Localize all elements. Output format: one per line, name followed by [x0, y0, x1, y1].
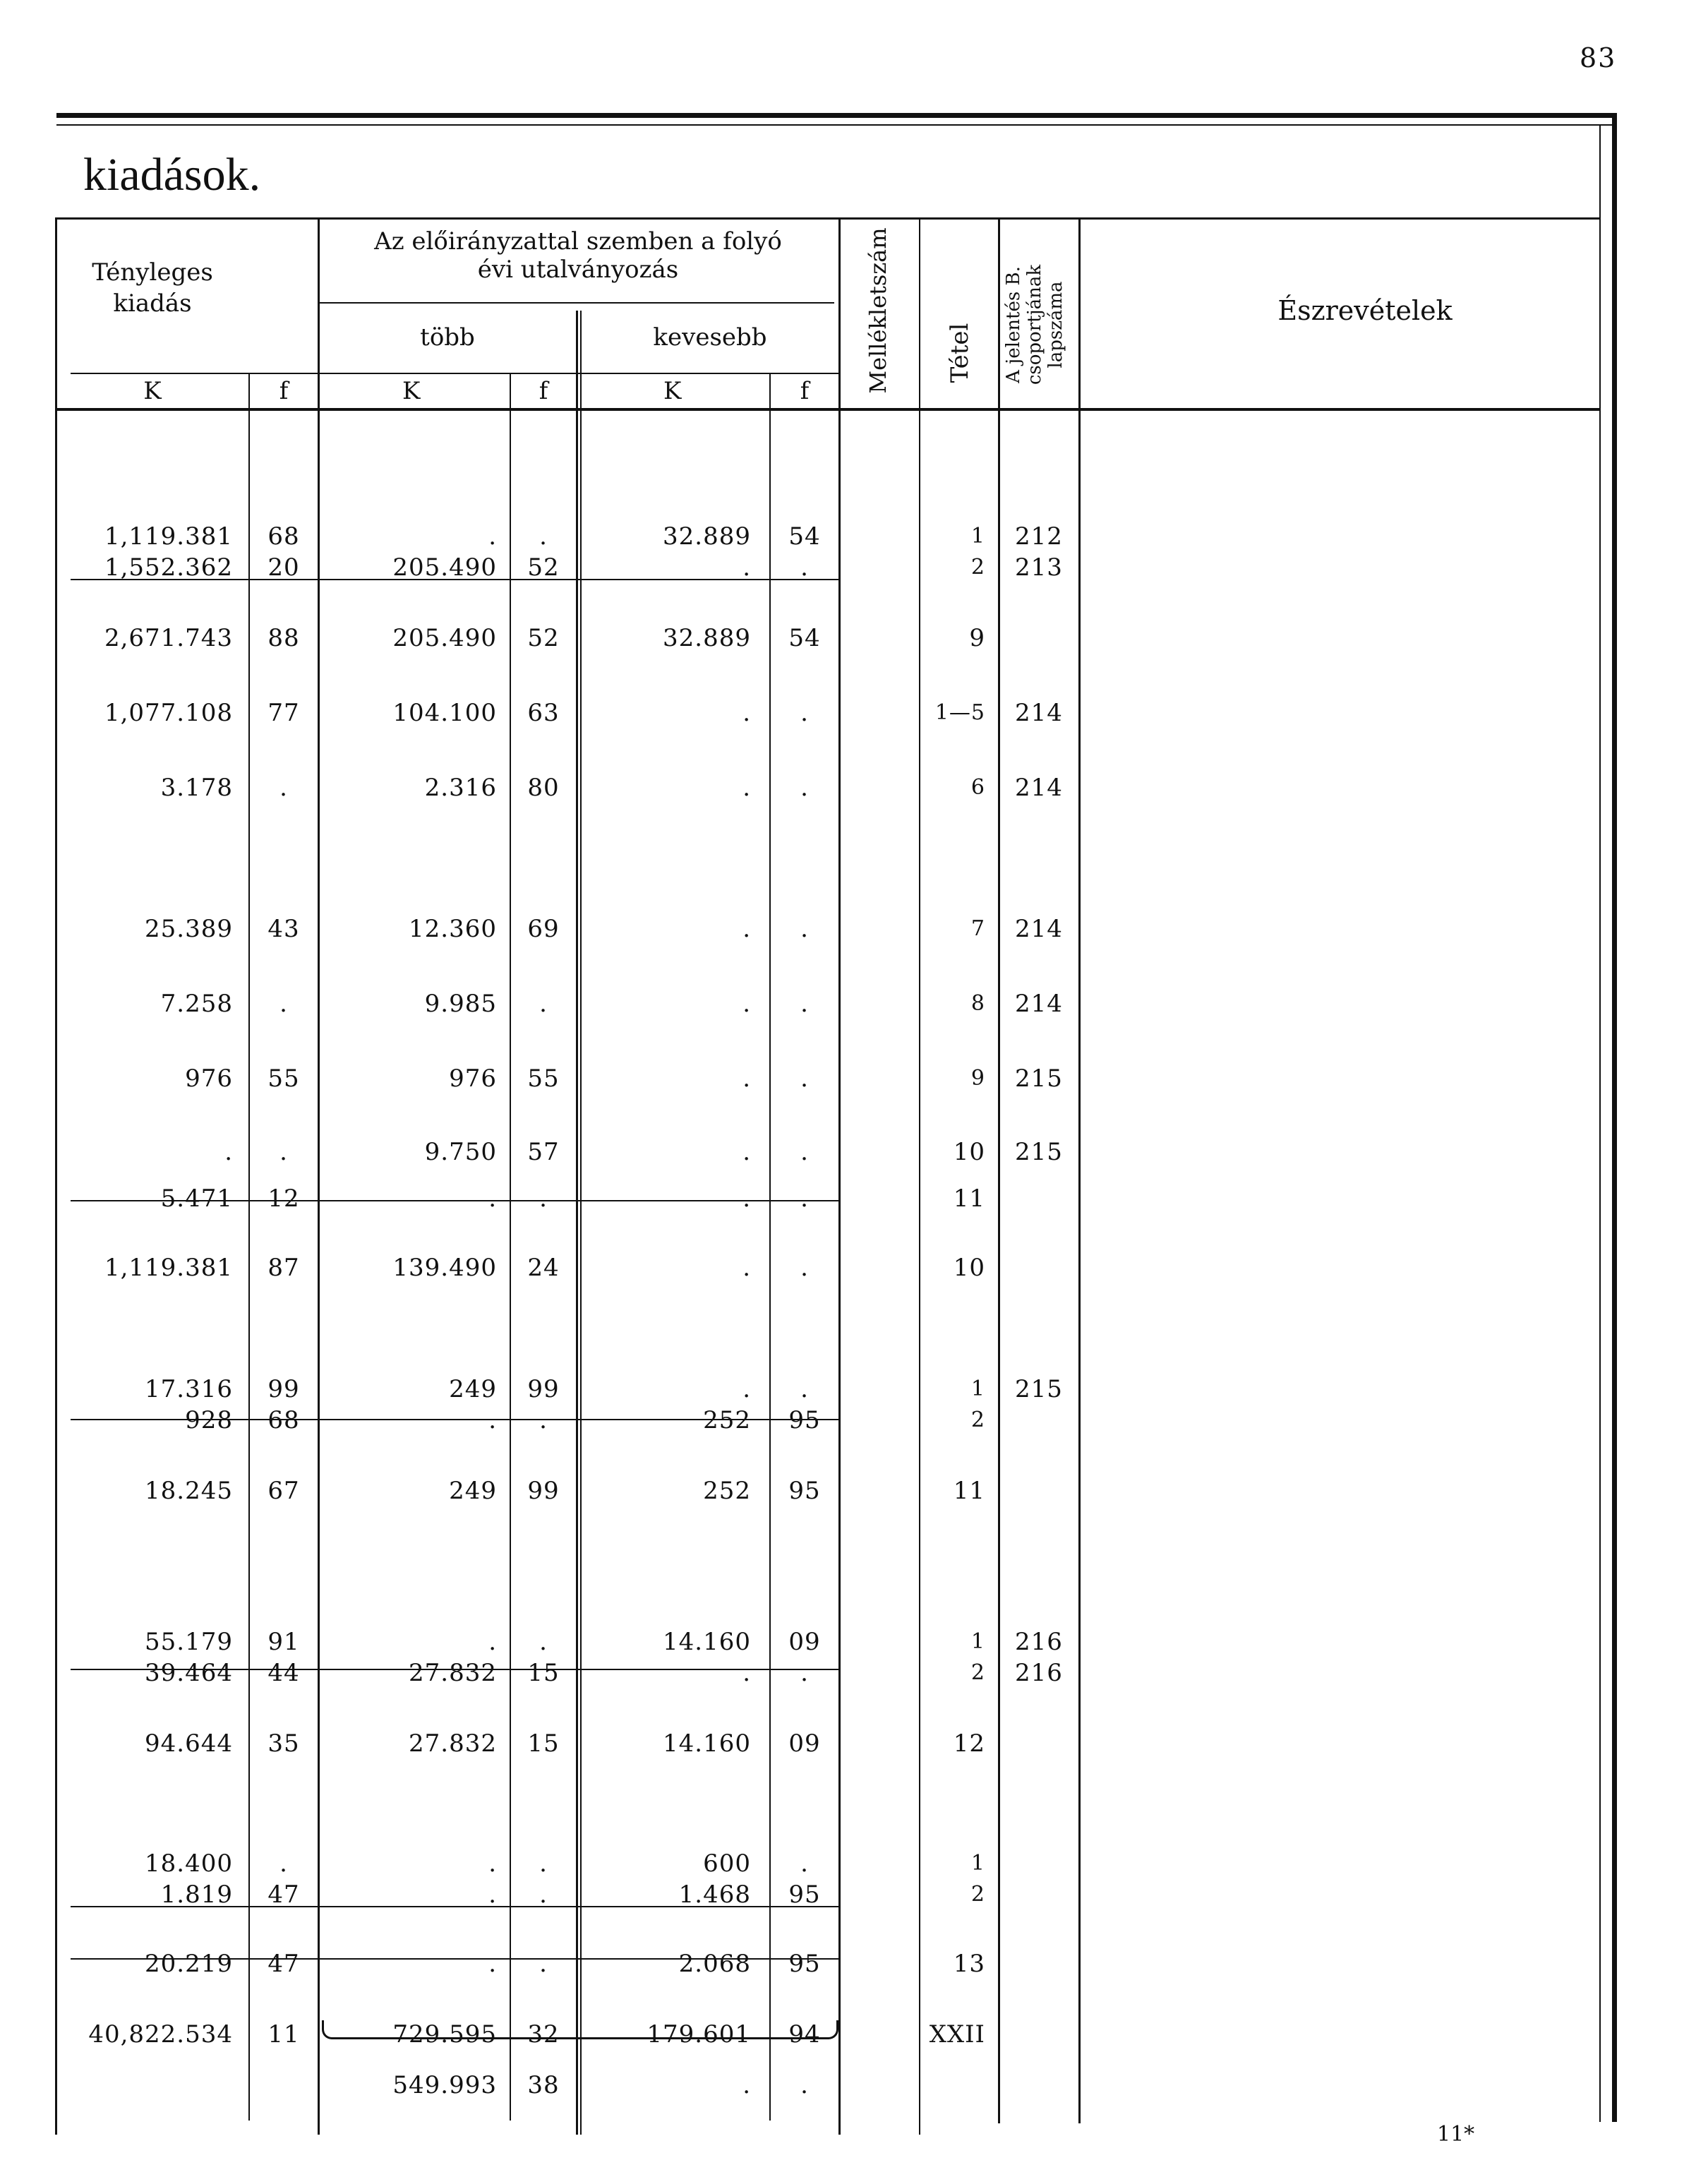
cell-tk: .: [224, 1138, 233, 1166]
cell-tetel: 11: [953, 1477, 985, 1505]
cell-mf: 80: [527, 774, 560, 802]
cell-tk: 976: [185, 1064, 233, 1093]
cell-kf: .: [800, 2071, 809, 2099]
cell-tetel: 2: [970, 1408, 985, 1432]
header-kevesebb: kevesebb: [653, 323, 767, 352]
cell-tetel: 9: [970, 1066, 985, 1091]
cell-mf: 52: [527, 553, 560, 582]
col-kevesebb-line2: [580, 311, 582, 2135]
cell-kk: .: [742, 990, 751, 1018]
unit-k-2: K: [402, 377, 421, 405]
col-kf-line: [769, 373, 771, 2121]
col-tobb-line: [318, 217, 320, 2135]
cell-tf: 44: [267, 1659, 300, 1687]
top-rule: [56, 113, 1613, 118]
cell-kk: .: [742, 2071, 751, 2099]
cell-kk: .: [742, 774, 751, 802]
cell-lap: 215: [1015, 1064, 1063, 1093]
cell-tetel: 1: [970, 1851, 985, 1876]
cell-kf: 09: [788, 1628, 821, 1656]
cell-tk: 928: [185, 1406, 233, 1434]
cell-mk: 205.490: [392, 624, 497, 652]
cell-mk: 976: [449, 1064, 497, 1093]
cell-lap: 213: [1015, 553, 1063, 582]
cell-mf: 99: [527, 1477, 560, 1505]
cell-kf: .: [800, 1185, 809, 1213]
cell-kf: 95: [788, 1881, 821, 1909]
cell-kf: .: [800, 1659, 809, 1687]
cell-kk: 1.468: [678, 1881, 751, 1909]
cell-lap: 215: [1015, 1375, 1063, 1403]
cell-tf: .: [279, 990, 288, 1018]
cell-mk: 9.985: [424, 990, 497, 1018]
unit-rule: [71, 373, 840, 374]
col-tf-line: [248, 373, 250, 2121]
cell-mk: 27.832: [409, 1729, 497, 1758]
cell-kk: .: [742, 1138, 751, 1166]
cell-mf: 24: [527, 1254, 560, 1282]
cell-tk: 1,552.362: [104, 553, 233, 582]
cell-tk: 39.464: [145, 1659, 233, 1687]
cell-tf: 99: [267, 1375, 300, 1403]
cell-tetel: XXII: [929, 2020, 985, 2049]
signature-mark: 11*: [1437, 2122, 1475, 2147]
cell-lap: 214: [1015, 774, 1063, 802]
cell-tetel: 7: [970, 916, 985, 941]
cell-mf: 15: [527, 1659, 560, 1687]
cell-mf: .: [539, 1950, 548, 1978]
cell-kk: 600: [703, 1849, 751, 1878]
cell-tf: 88: [267, 624, 300, 652]
cell-kf: .: [800, 699, 809, 727]
cell-mk: .: [488, 1881, 497, 1909]
cell-lap: 214: [1015, 915, 1063, 943]
right-border: [1612, 113, 1617, 2122]
cell-kk: .: [742, 1659, 751, 1687]
cell-lap: 212: [1015, 522, 1063, 551]
unit-k-3: K: [663, 377, 682, 405]
cell-mf: .: [539, 1881, 548, 1909]
page-title: kiadások.: [83, 149, 261, 200]
cell-kk: .: [742, 1185, 751, 1213]
page-number: 83: [1580, 42, 1617, 73]
cell-mk: .: [488, 522, 497, 551]
cell-tf: .: [279, 1849, 288, 1878]
cell-tk: 5.471: [160, 1185, 233, 1213]
cell-tetel: 10: [953, 1254, 985, 1282]
cell-tf: 87: [267, 1254, 300, 1282]
cell-mk: .: [488, 1185, 497, 1213]
cell-kk: 14.160: [663, 1628, 751, 1656]
cell-tk: 18.400: [145, 1849, 233, 1878]
cell-mf: .: [539, 522, 548, 551]
cell-tf: .: [279, 774, 288, 802]
cell-tk: 18.245: [145, 1477, 233, 1505]
cell-mk: 12.360: [409, 915, 497, 943]
right-border-thin: [1599, 124, 1601, 2122]
cell-kk: 252: [703, 1406, 751, 1434]
cell-mf: 55: [527, 1064, 560, 1093]
cell-tetel: 2: [970, 555, 985, 580]
cell-kk: 32.889: [663, 624, 751, 652]
cell-mk: 2.316: [424, 774, 497, 802]
cell-kf: .: [800, 1849, 809, 1878]
header-tetel: Tétel: [946, 323, 974, 383]
cell-kf: .: [800, 553, 809, 582]
cell-kk: 2.068: [678, 1950, 751, 1978]
cell-kf: 94: [788, 2020, 821, 2049]
cell-kk: .: [742, 1064, 751, 1093]
cell-tk: 1,119.381: [104, 522, 233, 551]
cell-tetel: 1: [970, 1629, 985, 1654]
cell-tk: 3.178: [160, 774, 233, 802]
cell-kf: 54: [788, 624, 821, 652]
cell-mk: 549.993: [392, 2071, 497, 2099]
unit-f-1: f: [279, 377, 289, 405]
cell-kf: .: [800, 1064, 809, 1093]
cell-tetel: 2: [970, 1882, 985, 1907]
header-top-rule: [55, 217, 1601, 220]
cell-lap: 215: [1015, 1138, 1063, 1166]
cell-tk: 40,822.534: [88, 2020, 233, 2049]
header-tenyleges: Tényleges kiadás: [92, 258, 213, 318]
cell-mk: .: [488, 1406, 497, 1434]
top-rule-thin: [56, 124, 1613, 126]
cell-lap: 216: [1015, 1628, 1063, 1656]
cell-mf: .: [539, 1628, 548, 1656]
cell-lap: 214: [1015, 699, 1063, 727]
cell-tf: 43: [267, 915, 300, 943]
col-left-border: [55, 217, 57, 2135]
cell-mf: .: [539, 1406, 548, 1434]
cell-tk: 20.219: [145, 1950, 233, 1978]
cell-tetel: 9: [969, 624, 985, 652]
cell-tetel: 10: [953, 1138, 985, 1166]
cell-kk: 179.601: [646, 2020, 751, 2049]
cell-tetel: 1: [970, 524, 985, 548]
cell-mf: 15: [527, 1729, 560, 1758]
header-eszrevetelek: Észrevételek: [1277, 295, 1453, 326]
cell-mf: 52: [527, 624, 560, 652]
cell-tf: 91: [267, 1628, 300, 1656]
cell-tf: 20: [267, 553, 300, 582]
cell-tf: 68: [267, 522, 300, 551]
cell-kf: 54: [788, 522, 821, 551]
eloiranyzat-rule: [319, 302, 834, 304]
cell-kf: .: [800, 990, 809, 1018]
cell-tetel: 12: [953, 1729, 985, 1758]
cell-mf: 32: [527, 2020, 560, 2049]
cell-mk: 249: [449, 1375, 497, 1403]
cell-mk: 104.100: [392, 699, 497, 727]
cell-mk: 205.490: [392, 553, 497, 582]
cell-tf: 67: [267, 1477, 300, 1505]
header-eloiranyzat: Az előirányzattal szemben a folyó évi utalványozás: [374, 227, 782, 284]
cell-tetel: 1—5: [934, 700, 985, 725]
unit-k-1: K: [143, 377, 162, 405]
cell-kf: 09: [788, 1729, 821, 1758]
cell-mf: 63: [527, 699, 560, 727]
cell-tk: 7.258: [160, 990, 233, 1018]
cell-kk: .: [742, 553, 751, 582]
cell-tf: .: [279, 1138, 288, 1166]
cell-mk: 9.750: [424, 1138, 497, 1166]
cell-mk: .: [488, 1628, 497, 1656]
cell-mf: .: [539, 1185, 548, 1213]
cell-kk: .: [742, 699, 751, 727]
cell-tetel: 11: [953, 1185, 985, 1213]
cell-tf: 77: [267, 699, 300, 727]
cell-mk: .: [488, 1950, 497, 1978]
cell-tetel: 8: [970, 991, 985, 1016]
cell-kf: .: [800, 1254, 809, 1282]
header-tobb: több: [420, 323, 475, 352]
cell-kf: .: [800, 1375, 809, 1403]
cell-tf: 68: [267, 1406, 300, 1434]
col-kevesebb-line: [576, 311, 578, 2135]
cell-kk: .: [742, 915, 751, 943]
cell-tetel: 6: [970, 775, 985, 800]
unit-f-2: f: [539, 377, 548, 405]
unit-f-3: f: [800, 377, 810, 405]
cell-kk: .: [742, 1375, 751, 1403]
cell-tf: 35: [267, 1729, 300, 1758]
cell-kf: 95: [788, 1477, 821, 1505]
cell-mk: 249: [449, 1477, 497, 1505]
cell-kf: .: [800, 774, 809, 802]
cell-tk: 1,077.108: [104, 699, 233, 727]
header-jelentes: A jelentés B. csoportjának lapszáma: [1003, 264, 1066, 385]
cell-kk: 14.160: [663, 1729, 751, 1758]
cell-tk: 2,671.743: [104, 624, 233, 652]
cell-mk: 139.490: [392, 1254, 497, 1282]
cell-tk: 1,119.381: [104, 1254, 233, 1282]
cell-tetel: 1: [970, 1377, 985, 1401]
cell-tf: 11: [267, 2020, 300, 2049]
cell-mf: .: [539, 1849, 548, 1878]
cell-kf: 95: [788, 1406, 821, 1434]
col-lap-line: [998, 217, 1000, 2123]
col-mf-line: [510, 373, 511, 2121]
cell-mf: 99: [527, 1375, 560, 1403]
cell-mf: 57: [527, 1138, 560, 1166]
cell-kf: .: [800, 915, 809, 943]
cell-tk: 55.179: [145, 1628, 233, 1656]
cell-tf: 47: [267, 1881, 300, 1909]
cell-tf: 47: [267, 1950, 300, 1978]
cell-mf: 69: [527, 915, 560, 943]
cell-lap: 216: [1015, 1659, 1063, 1687]
cell-lap: 214: [1015, 990, 1063, 1018]
header-mellekletszam: Mellékletszám: [865, 227, 891, 394]
cell-tf: 12: [267, 1185, 300, 1213]
header-bottom-rule: [55, 408, 1601, 411]
cell-tf: 55: [267, 1064, 300, 1093]
cell-kk: 252: [703, 1477, 751, 1505]
cell-kf: 95: [788, 1950, 821, 1978]
col-eszrevetel-line: [1078, 217, 1081, 2123]
cell-kk: 32.889: [663, 522, 751, 551]
col-melleklet-line: [838, 217, 841, 2135]
cell-mf: .: [539, 990, 548, 1018]
cell-kk: .: [742, 1254, 751, 1282]
cell-mk: 729.595: [392, 2020, 497, 2049]
cell-mk: .: [488, 1849, 497, 1878]
cell-mf: 38: [527, 2071, 560, 2099]
cell-tk: 94.644: [145, 1729, 233, 1758]
cell-kf: .: [800, 1138, 809, 1166]
cell-mk: 27.832: [409, 1659, 497, 1687]
cell-tetel: 2: [970, 1660, 985, 1685]
cell-tk: 1.819: [160, 1881, 233, 1909]
col-tetel-line: [919, 217, 920, 2135]
cell-tetel: 13: [953, 1950, 985, 1978]
cell-tk: 25.389: [145, 915, 233, 943]
cell-tk: 17.316: [145, 1375, 233, 1403]
